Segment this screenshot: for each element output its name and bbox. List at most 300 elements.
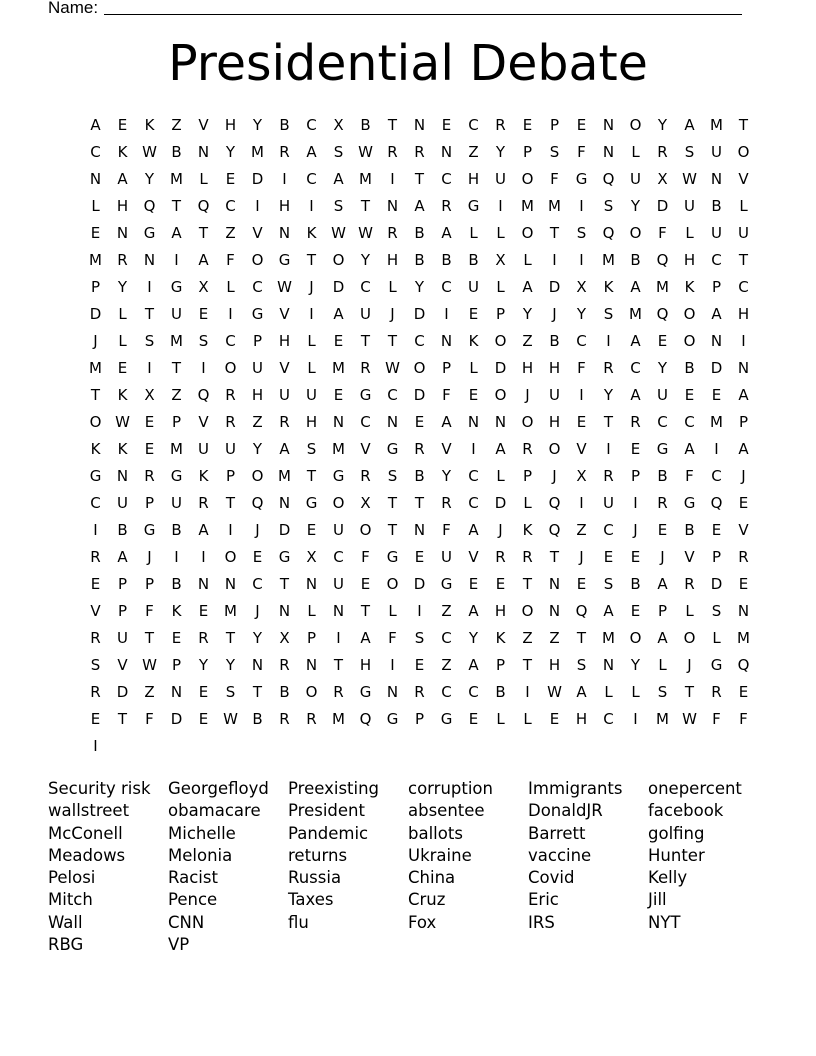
- grid-letter: D: [413, 305, 426, 323]
- grid-letter: I: [336, 629, 341, 647]
- grid-letter: U: [549, 386, 560, 404]
- grid-letter: Y: [603, 386, 614, 404]
- grid-letter: U: [603, 494, 614, 512]
- grid-letter: P: [495, 305, 506, 323]
- word-list-item: Meadows: [48, 845, 126, 865]
- grid-letter: I: [309, 197, 314, 215]
- grid-letter: D: [170, 710, 183, 728]
- grid-letter: M: [602, 251, 615, 269]
- grid-letter: N: [332, 602, 345, 620]
- grid-letter: I: [147, 278, 152, 296]
- grid-letter: B: [414, 251, 425, 269]
- grid-letter: K: [90, 440, 101, 458]
- grid-letter: A: [279, 440, 290, 458]
- grid-letter: B: [441, 251, 452, 269]
- grid-letter: H: [116, 197, 129, 215]
- grid-letter: N: [89, 170, 102, 188]
- grid-letter: X: [333, 116, 344, 134]
- grid-letter: V: [198, 413, 209, 431]
- grid-letter: U: [684, 197, 695, 215]
- grid-letter: E: [711, 386, 722, 404]
- grid-letter: E: [414, 656, 425, 674]
- grid-letter: B: [657, 467, 668, 485]
- grid-letter: E: [603, 548, 614, 566]
- grid-letter: P: [711, 278, 722, 296]
- grid-letter: H: [251, 386, 264, 404]
- grid-letter: V: [198, 116, 209, 134]
- grid-letter: O: [494, 386, 507, 404]
- grid-letter: I: [201, 359, 206, 377]
- grid-letter: A: [738, 386, 749, 404]
- grid-letter: T: [225, 494, 236, 512]
- grid-letter: H: [467, 170, 480, 188]
- grid-letter: J: [309, 278, 314, 296]
- grid-letter: C: [630, 359, 641, 377]
- grid-letter: K: [603, 278, 614, 296]
- grid-letter: R: [144, 467, 155, 485]
- grid-letter: J: [525, 386, 530, 404]
- word-list: [48, 778, 768, 956]
- grid-letter: E: [333, 332, 344, 350]
- grid-letter: E: [198, 683, 209, 701]
- grid-letter: S: [198, 332, 209, 350]
- grid-letter: W: [277, 278, 292, 296]
- grid-letter: C: [468, 467, 479, 485]
- word-list-item: Covid: [528, 868, 575, 888]
- word-list-item: Melonia: [168, 845, 233, 865]
- grid-letter: M: [251, 143, 264, 161]
- grid-letter: T: [252, 683, 263, 701]
- grid-letter: R: [630, 413, 641, 431]
- grid-letter: T: [279, 575, 290, 593]
- grid-letter: J: [633, 521, 638, 539]
- grid-letter: T: [171, 197, 182, 215]
- grid-letter: G: [170, 467, 183, 485]
- grid-letter: I: [174, 548, 179, 566]
- grid-letter: G: [683, 494, 696, 512]
- grid-letter: E: [468, 386, 479, 404]
- grid-letter: Z: [171, 386, 182, 404]
- grid-letter: D: [656, 197, 669, 215]
- grid-letter: A: [630, 278, 641, 296]
- grid-letter: X: [144, 386, 155, 404]
- grid-letter: L: [685, 602, 694, 620]
- grid-letter: W: [223, 710, 238, 728]
- grid-letter: A: [603, 602, 614, 620]
- grid-letter: A: [576, 683, 587, 701]
- grid-letter: A: [198, 251, 209, 269]
- grid-letter: I: [633, 710, 638, 728]
- grid-letter: S: [711, 602, 722, 620]
- grid-letter: R: [387, 143, 398, 161]
- grid-letter: C: [441, 170, 452, 188]
- grid-letter: E: [630, 602, 641, 620]
- grid-letter: T: [171, 359, 182, 377]
- grid-letter: D: [116, 683, 129, 701]
- grid-letter: S: [144, 332, 155, 350]
- grid-letter: Y: [657, 116, 668, 134]
- grid-letter: L: [712, 629, 721, 647]
- grid-letter: E: [144, 413, 155, 431]
- grid-letter: H: [494, 602, 507, 620]
- grid-letter: G: [359, 386, 372, 404]
- grid-letter: S: [387, 467, 398, 485]
- grid-letter: F: [145, 602, 154, 620]
- grid-letter: I: [228, 305, 233, 323]
- grid-letter: N: [170, 683, 183, 701]
- grid-letter: I: [201, 548, 206, 566]
- grid-letter: L: [199, 170, 208, 188]
- grid-letter: W: [142, 656, 157, 674]
- grid-letter: B: [171, 143, 182, 161]
- grid-letter: N: [548, 575, 561, 593]
- grid-letter: E: [171, 629, 182, 647]
- grid-letter: E: [576, 116, 587, 134]
- grid-letter: G: [170, 278, 183, 296]
- grid-letter: U: [468, 278, 479, 296]
- grid-letter: E: [738, 575, 749, 593]
- word-list-item: Russia: [288, 868, 342, 888]
- word-list-item: Georgefloyd: [168, 779, 269, 798]
- grid-letter: C: [603, 521, 614, 539]
- grid-letter: R: [225, 386, 236, 404]
- grid-letter: Q: [656, 305, 669, 323]
- grid-letter: L: [604, 683, 613, 701]
- grid-letter: O: [521, 602, 534, 620]
- grid-letter: R: [333, 683, 344, 701]
- grid-letter: P: [117, 602, 128, 620]
- letter-grid: [82, 112, 757, 760]
- grid-letter: E: [684, 386, 695, 404]
- grid-letter: I: [390, 170, 395, 188]
- grid-letter: G: [251, 305, 264, 323]
- grid-letter: L: [631, 683, 640, 701]
- grid-letter: B: [117, 521, 128, 539]
- grid-letter: C: [711, 251, 722, 269]
- grid-letter: F: [550, 170, 559, 188]
- grid-letter: D: [251, 170, 264, 188]
- grid-letter: N: [197, 143, 210, 161]
- grid-letter: E: [117, 116, 128, 134]
- grid-letter: T: [306, 467, 317, 485]
- grid-letter: H: [548, 656, 561, 674]
- grid-letter: T: [360, 602, 371, 620]
- grid-letter: Y: [468, 629, 479, 647]
- grid-letter: O: [224, 548, 237, 566]
- grid-letter: C: [225, 332, 236, 350]
- grid-letter: I: [471, 440, 476, 458]
- grid-letter: C: [468, 116, 479, 134]
- grid-letter: R: [441, 494, 452, 512]
- grid-letter: M: [332, 359, 345, 377]
- grid-letter: C: [90, 143, 101, 161]
- grid-letter: V: [90, 602, 101, 620]
- grid-letter: A: [468, 521, 479, 539]
- grid-letter: N: [332, 413, 345, 431]
- grid-letter: S: [684, 143, 695, 161]
- grid-letter: C: [306, 116, 317, 134]
- grid-letter: A: [441, 413, 452, 431]
- grid-letter: U: [441, 548, 452, 566]
- grid-letter: S: [306, 440, 317, 458]
- grid-letter: K: [522, 521, 533, 539]
- grid-letter: P: [171, 656, 182, 674]
- grid-letter: I: [525, 683, 530, 701]
- grid-letter: P: [630, 467, 641, 485]
- grid-letter: T: [684, 683, 695, 701]
- grid-letter: E: [738, 494, 749, 512]
- word-list-item: onepercent: [648, 779, 742, 798]
- word-list-item: Fox: [408, 912, 437, 932]
- grid-letter: G: [656, 440, 669, 458]
- grid-letter: E: [90, 224, 101, 242]
- grid-letter: I: [498, 197, 503, 215]
- grid-letter: G: [359, 683, 372, 701]
- grid-letter: N: [494, 413, 507, 431]
- word-list-item: Hunter: [648, 845, 705, 865]
- grid-letter: T: [90, 386, 101, 404]
- grid-letter: N: [305, 656, 318, 674]
- grid-letter: T: [387, 116, 398, 134]
- grid-letter: O: [359, 521, 372, 539]
- grid-letter: R: [603, 359, 614, 377]
- grid-letter: K: [117, 440, 128, 458]
- grid-letter: O: [332, 494, 345, 512]
- grid-letter: A: [468, 602, 479, 620]
- grid-letter: Y: [225, 143, 236, 161]
- grid-letter: L: [496, 710, 505, 728]
- grid-letter: N: [710, 170, 723, 188]
- grid-letter: M: [89, 251, 102, 269]
- grid-letter: Y: [144, 170, 155, 188]
- grid-letter: T: [117, 710, 128, 728]
- grid-letter: R: [495, 548, 506, 566]
- page-title: Presidential Debate: [168, 35, 648, 92]
- grid-letter: E: [198, 305, 209, 323]
- grid-letter: A: [414, 197, 425, 215]
- grid-letter: K: [306, 224, 317, 242]
- grid-letter: C: [576, 332, 587, 350]
- word-list-item: vaccine: [528, 845, 592, 865]
- grid-letter: Y: [225, 656, 236, 674]
- grid-letter: T: [738, 251, 749, 269]
- grid-letter: N: [602, 143, 615, 161]
- grid-letter: M: [710, 116, 723, 134]
- grid-letter: I: [282, 170, 287, 188]
- grid-letter: F: [226, 251, 235, 269]
- grid-letter: X: [306, 548, 317, 566]
- grid-letter: D: [494, 494, 507, 512]
- grid-letter: S: [657, 683, 668, 701]
- grid-letter: J: [498, 521, 503, 539]
- grid-letter: Z: [522, 332, 533, 350]
- grid-letter: Z: [225, 224, 236, 242]
- grid-letter: V: [738, 170, 749, 188]
- grid-letter: R: [738, 548, 749, 566]
- grid-letter: M: [170, 332, 183, 350]
- grid-letter: O: [332, 251, 345, 269]
- grid-letter: J: [255, 602, 260, 620]
- grid-letter: U: [630, 170, 641, 188]
- grid-letter: P: [711, 548, 722, 566]
- grid-letter: D: [710, 575, 723, 593]
- grid-letter: P: [414, 710, 425, 728]
- grid-letter: C: [684, 413, 695, 431]
- grid-letter: H: [575, 710, 588, 728]
- grid-letter: P: [522, 467, 533, 485]
- grid-letter: N: [440, 332, 453, 350]
- grid-letter: A: [171, 224, 182, 242]
- grid-letter: T: [360, 197, 371, 215]
- grid-letter: R: [441, 197, 452, 215]
- grid-letter: S: [90, 656, 101, 674]
- grid-letter: C: [738, 278, 749, 296]
- grid-letter: E: [495, 575, 506, 593]
- grid-letter: C: [603, 710, 614, 728]
- grid-letter: F: [685, 467, 694, 485]
- grid-letter: R: [90, 629, 101, 647]
- grid-letter: M: [737, 629, 750, 647]
- grid-letter: K: [495, 629, 506, 647]
- grid-letter: T: [387, 521, 398, 539]
- grid-letter: I: [552, 251, 557, 269]
- grid-letter: R: [279, 413, 290, 431]
- word-list-item: Immigrants: [528, 779, 623, 798]
- grid-letter: H: [278, 332, 291, 350]
- grid-letter: N: [116, 224, 129, 242]
- grid-letter: I: [741, 332, 746, 350]
- grid-letter: C: [468, 683, 479, 701]
- grid-letter: T: [333, 656, 344, 674]
- grid-letter: C: [90, 494, 101, 512]
- grid-letter: C: [252, 278, 263, 296]
- grid-letter: E: [414, 548, 425, 566]
- word-list-item: facebook: [648, 801, 724, 821]
- grid-letter: Q: [602, 170, 615, 188]
- grid-letter: Z: [522, 629, 533, 647]
- word-list-item: RBG: [48, 935, 84, 955]
- grid-letter: F: [361, 548, 370, 566]
- grid-letter: I: [147, 359, 152, 377]
- grid-letter: G: [575, 170, 588, 188]
- grid-letter: P: [306, 629, 317, 647]
- grid-letter: E: [657, 332, 668, 350]
- word-list-item: Mitch: [48, 890, 93, 910]
- grid-letter: Z: [576, 521, 587, 539]
- grid-letter: B: [630, 575, 641, 593]
- grid-letter: G: [143, 224, 156, 242]
- grid-letter: U: [171, 494, 182, 512]
- grid-letter: O: [251, 251, 264, 269]
- grid-letter: O: [629, 224, 642, 242]
- grid-letter: O: [494, 332, 507, 350]
- word-list-item: China: [408, 868, 456, 888]
- grid-letter: K: [198, 467, 209, 485]
- grid-letter: X: [576, 467, 587, 485]
- grid-letter: B: [279, 683, 290, 701]
- grid-letter: I: [579, 386, 584, 404]
- grid-letter: O: [521, 413, 534, 431]
- grid-letter: H: [521, 359, 534, 377]
- grid-letter: A: [117, 170, 128, 188]
- grid-letter: F: [442, 521, 451, 539]
- grid-letter: P: [738, 413, 749, 431]
- grid-letter: A: [360, 629, 371, 647]
- word-list-item: corruption: [408, 779, 493, 798]
- grid-letter: T: [738, 116, 749, 134]
- word-list-item: Jill: [648, 890, 667, 910]
- grid-letter: L: [226, 278, 235, 296]
- grid-letter: R: [414, 440, 425, 458]
- grid-letter: T: [225, 629, 236, 647]
- word-list-item: Racist: [168, 868, 218, 888]
- grid-letter: S: [603, 575, 614, 593]
- grid-letter: U: [657, 386, 668, 404]
- grid-letter: A: [495, 440, 506, 458]
- grid-letter: O: [386, 575, 399, 593]
- word-list-item: Security risk: [48, 779, 151, 798]
- grid-letter: R: [603, 467, 614, 485]
- grid-letter: S: [549, 143, 560, 161]
- grid-letter: C: [441, 683, 452, 701]
- grid-letter: A: [522, 278, 533, 296]
- grid-letter: A: [684, 440, 695, 458]
- grid-letter: O: [521, 224, 534, 242]
- grid-letter: N: [602, 116, 615, 134]
- grid-letter: E: [90, 575, 101, 593]
- grid-letter: D: [278, 521, 291, 539]
- grid-letter: I: [579, 197, 584, 215]
- grid-letter: C: [414, 332, 425, 350]
- grid-letter: A: [657, 629, 668, 647]
- grid-letter: J: [741, 467, 746, 485]
- grid-letter: A: [738, 440, 749, 458]
- grid-letter: Q: [143, 197, 156, 215]
- grid-letter: O: [629, 629, 642, 647]
- grid-letter: N: [710, 332, 723, 350]
- grid-letter: G: [440, 575, 453, 593]
- grid-letter: B: [360, 116, 371, 134]
- grid-letter: O: [89, 413, 102, 431]
- grid-letter: W: [682, 710, 697, 728]
- grid-letter: U: [360, 305, 371, 323]
- grid-letter: A: [90, 116, 101, 134]
- grid-letter: J: [660, 548, 665, 566]
- grid-letter: K: [117, 386, 128, 404]
- grid-letter: T: [144, 305, 155, 323]
- grid-letter: S: [603, 305, 614, 323]
- grid-letter: E: [630, 440, 641, 458]
- word-list-item: Ukraine: [408, 845, 472, 865]
- grid-letter: O: [413, 359, 426, 377]
- grid-letter: L: [307, 332, 316, 350]
- grid-letter: R: [90, 683, 101, 701]
- grid-letter: R: [387, 224, 398, 242]
- grid-letter: N: [305, 575, 318, 593]
- grid-letter: H: [737, 305, 750, 323]
- grid-letter: Q: [197, 197, 210, 215]
- grid-letter: R: [522, 440, 533, 458]
- grid-letter: J: [255, 521, 260, 539]
- grid-letter: E: [360, 575, 371, 593]
- grid-letter: D: [413, 575, 426, 593]
- grid-letter: P: [549, 116, 560, 134]
- grid-letter: Q: [710, 494, 723, 512]
- grid-letter: T: [549, 224, 560, 242]
- grid-letter: O: [683, 305, 696, 323]
- word-list-item: Taxes: [288, 890, 334, 910]
- grid-letter: K: [117, 143, 128, 161]
